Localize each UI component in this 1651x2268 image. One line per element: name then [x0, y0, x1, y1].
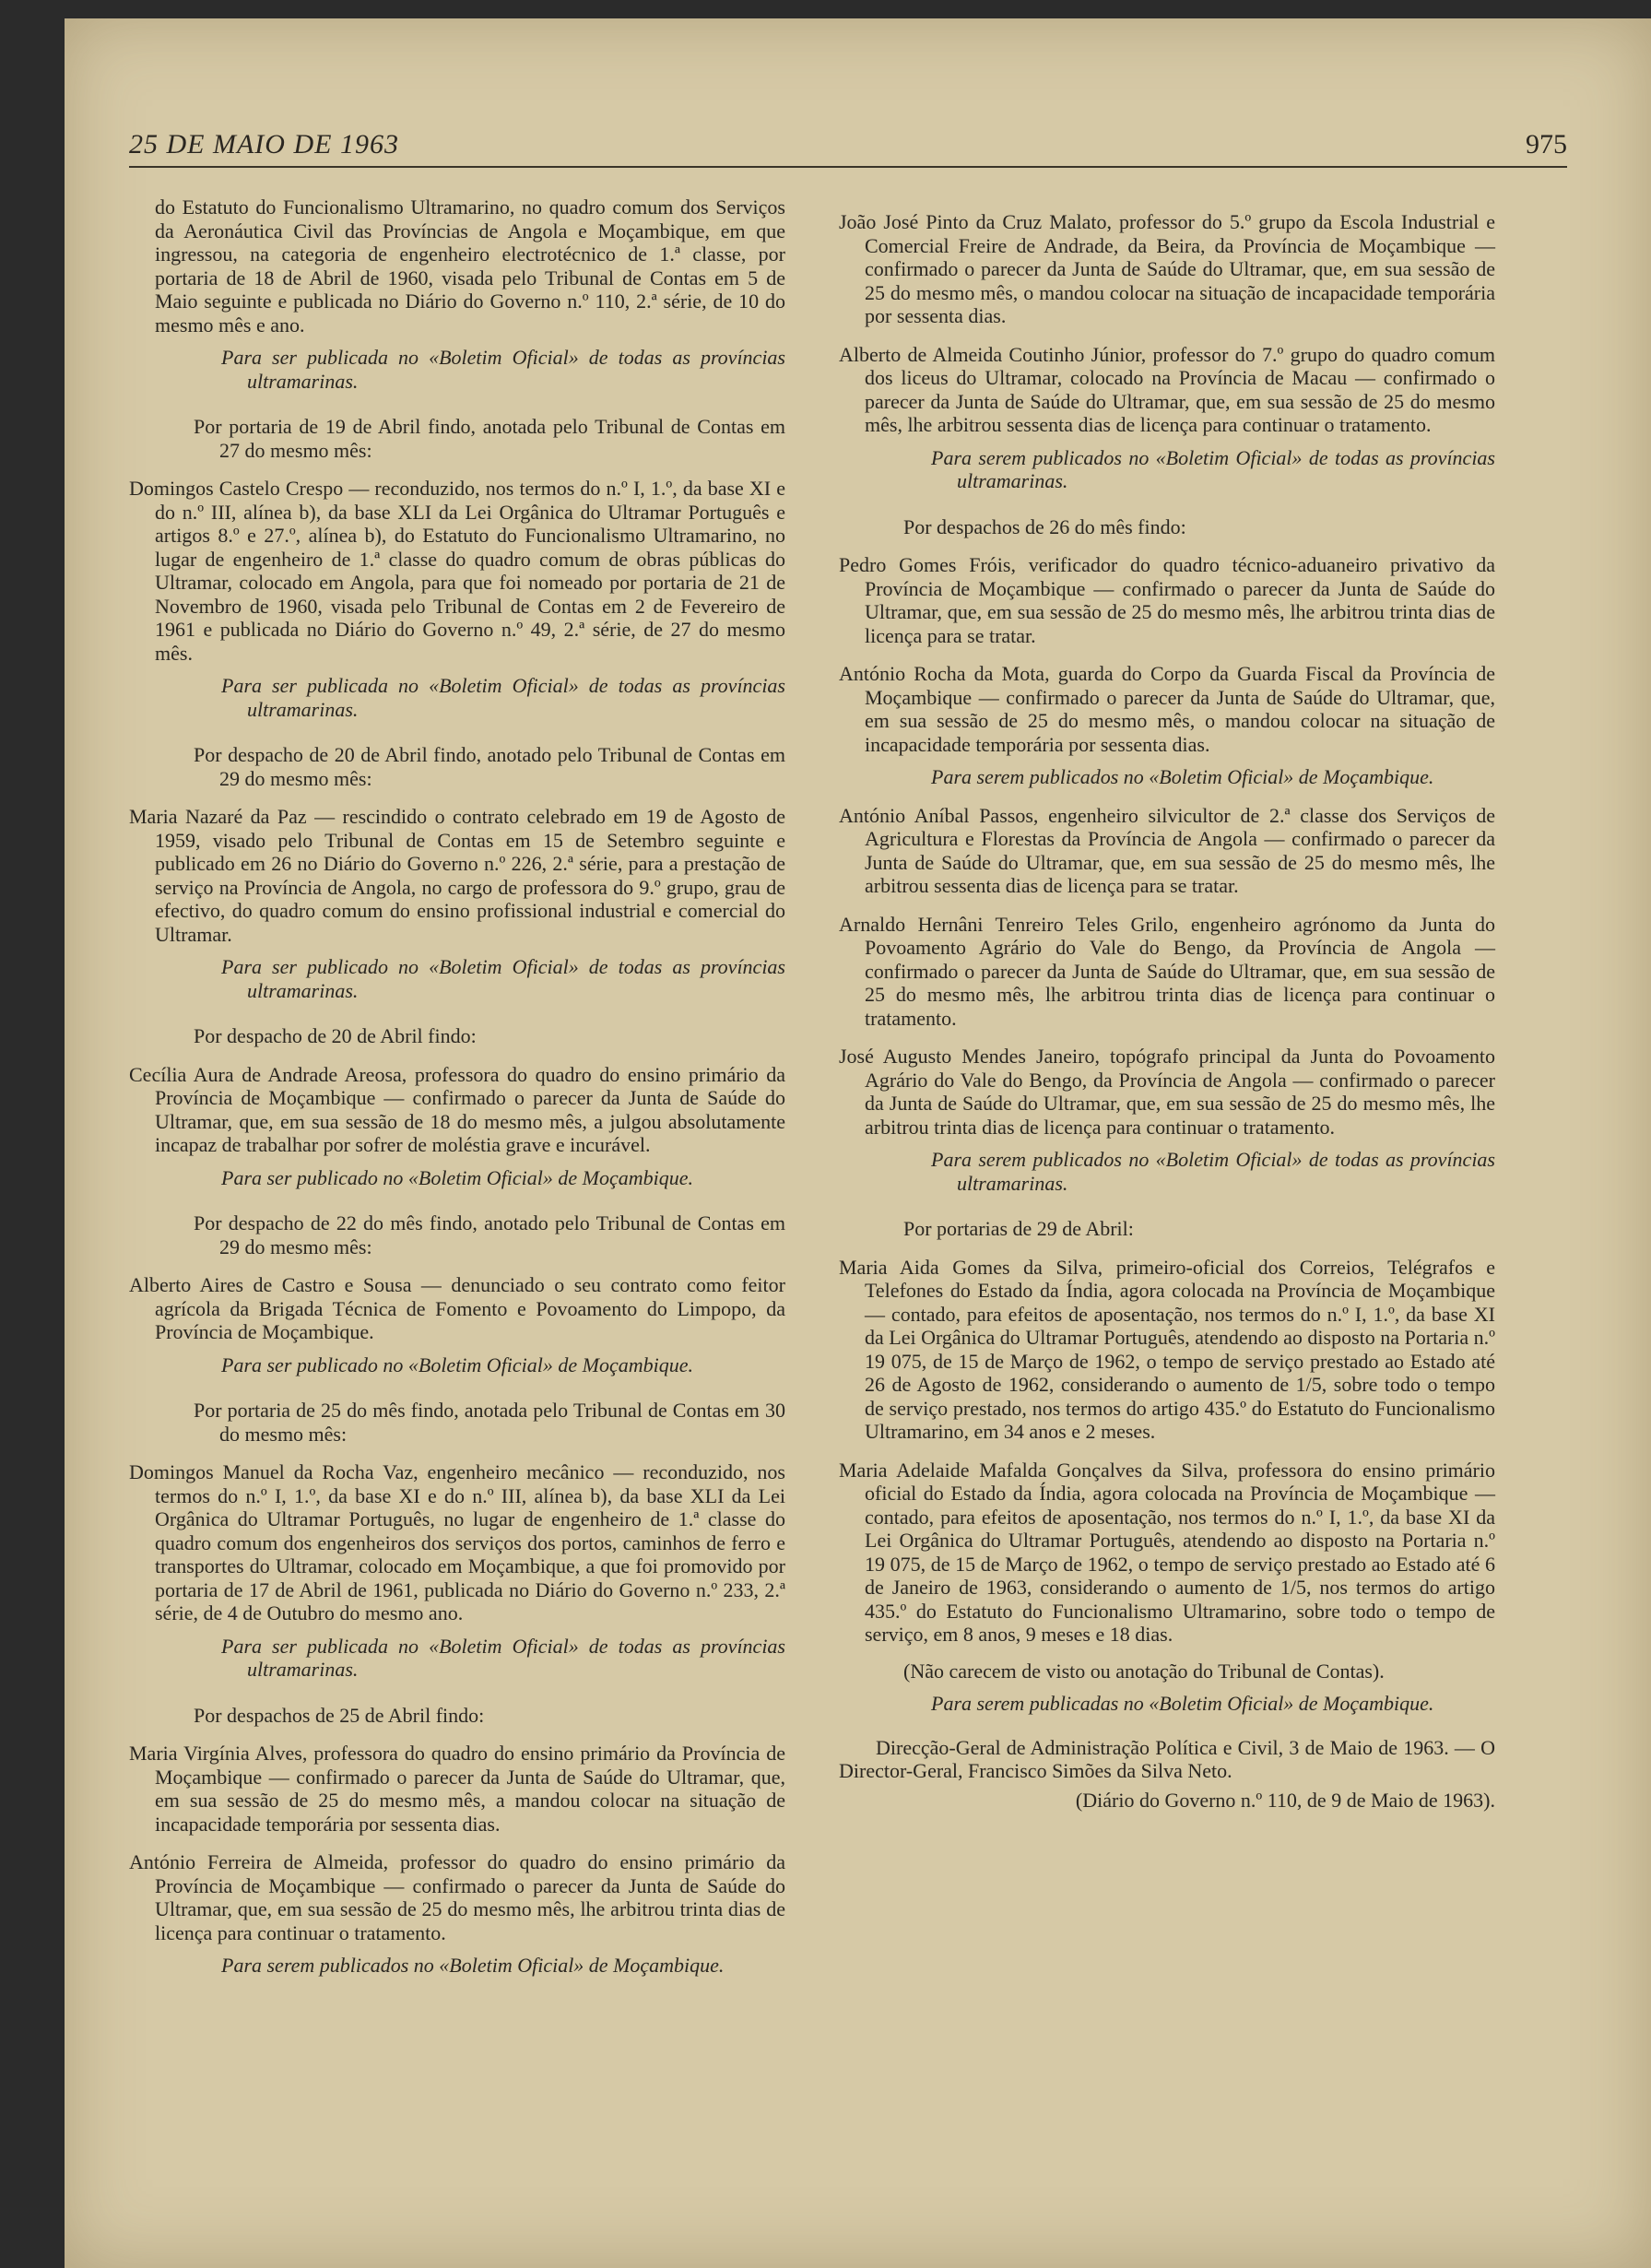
entry-paragraph: Maria Nazaré da Paz — rescindido o contrato celebrado em 19 de Agosto de 1959, visado pelo Tribunal de Contas em 15 de Setembro seguinte e publicado em 26 no Diário do Governo n.º 226, 2.ª série, para a prestação de serviço na Província de Angola, no cargo de professora do 9.º grupo, grau de efectivo, do quadro comum do ensino profissional industrial e comercial do Ultramar.	[129, 805, 785, 946]
entry-paragraph: Maria Virgínia Alves, professora do quadro do ensino primário da Província de Moçambique — confirmado o parecer da Junta de Saúde do Ultramar, que, em sua sessão de 25 do mesmo mês, a mandou colocar na situação de incapacidade temporária por sessenta dias.	[129, 1742, 785, 1836]
page-content	[129, 111, 1567, 1977]
entry-paragraph: Cecília Aura de Andrade Areosa, professora do quadro do ensino primário da Província de Moçambique — confirmado o parecer da Junta de Saúde do Ultramar, que, em sua sessão de 18 do mesmo mês, a julgou absolutamente incapaz de trabalhar por sofrer de moléstia grave e incurável.	[129, 1062, 785, 1156]
dispatch-heading: Por despacho de 22 do mês findo, anotado pelo Tribunal de Contas em 29 do mesmo mês:	[194, 1211, 785, 1258]
publication-note: Para ser publicada no «Boletim Oficial» de todas as províncias ultramarinas.	[221, 1634, 785, 1681]
publication-note: Para ser publicado no «Boletim Oficial» de Moçambique.	[221, 1353, 694, 1376]
publication-note: Para serem publicadas no «Boletim Oficial» de Moçambique.	[931, 1692, 1434, 1715]
running-header	[129, 111, 1567, 168]
dispatch-heading: Por despacho de 20 de Abril findo:	[194, 1024, 477, 1047]
dispatch-heading: Por despachos de 25 de Abril findo:	[194, 1703, 485, 1727]
dispatch-heading: Por despacho de 20 de Abril findo, anotado pelo Tribunal de Contas em 29 do mesmo mês:	[194, 743, 785, 790]
visa-note: (Não carecem de visto ou anotação do Tribunal de Contas).	[903, 1659, 1385, 1683]
entry-paragraph: Domingos Castelo Crespo — reconduzido, nos termos do n.º I, 1.º, da base XI e do n.º III, alínea b), da base XLI da Lei Orgânica do Ultramar Português e artigos 8.º e 27.º, alínea b), do Estatuto do Funcionalismo Ultramarino, no lugar de engenheiro de 1.ª classe do quadro comum de obras públicas do Ultramar, colocado em Angola, para que foi nomeado por portaria de 21 de Novembro de 1960, visada pelo Tribunal de Contas em 2 de Fevereiro de 1961 e publicada no Diário do Governo n.º 49, 2.ª série, de 27 do mesmo mês.	[129, 477, 785, 665]
dispatch-heading: Por portaria de 25 do mês findo, anotada pelo Tribunal de Contas em 30 do mesmo mês:	[194, 1399, 785, 1446]
publication-note: Para serem publicados no «Boletim Oficial» de todas as províncias ultramarinas.	[931, 445, 1495, 492]
entry-paragraph: José Augusto Mendes Janeiro, topógrafo principal da Junta do Povoamento Agrário do Vale do Bengo, da Província de Angola — confirmado o parecer da Junta de Saúde do Ultramar, que, em sua sessão de 25 do mesmo mês, lhe arbitrou trinta dias de licença para continuar o tratamento.	[839, 1045, 1495, 1139]
dispatch-heading: Por portaria de 19 de Abril findo, anotada pelo Tribunal de Contas em 27 do mesmo mês:	[194, 415, 785, 462]
publication-note: Para ser publicado no «Boletim Oficial» de todas as províncias ultramarinas.	[221, 955, 785, 1002]
header-date: 25 DE MAIO DE 1963	[129, 129, 399, 159]
entry-paragraph: António Aníbal Passos, engenheiro silvicultor de 2.ª classe dos Serviços de Agricultura e Florestas da Província de Angola — confirmado o parecer da Junta de Saúde do Ultramar, que, em sua sessão de 25 do mesmo mês, lhe arbitrou sessenta dias de licença para se tratar.	[839, 803, 1495, 897]
publication-note: Para ser publicada no «Boletim Oficial» de todas as províncias ultramarinas.	[221, 346, 785, 393]
entry-paragraph: Maria Aida Gomes da Silva, primeiro-oficial dos Correios, Telégrafos e Telefones do Estado da Índia, agora colocada na Província de Moçambique — contado, para efeitos de aposentação, nos termos do n.º I, 1.º, da base XI da Lei Orgânica do Ultramar Português, atendendo ao disposto na Portaria n.º 19 075, de 15 de Março de 1962, o tempo de serviço prestado ao Estado até 26 de Agosto de 1962, considerando o aumento de 1/5, sobre todo o tempo de serviço prestado, nos termos do artigo 435.º do Estatuto do Funcionalismo Ultramarino, em 34 anos e 2 meses.	[839, 1255, 1495, 1443]
paragraph-continued: do Estatuto do Funcionalismo Ultramarino, no quadro comum dos Serviços da Aeronáutica Civil das Províncias de Angola e Moçambique, em que ingressou, na categoria de engenheiro electrotécnico de 1.ª classe, por portaria de 18 de Abril de 1960, visada pelo Tribunal de Contas em 5 de Maio seguinte e publicada no Diário do Governo n.º 110, 2.ª série, de 10 do mesmo mês e ano.	[155, 195, 785, 337]
publication-note: Para ser publicada no «Boletim Oficial» de todas as províncias ultramarinas.	[221, 674, 785, 721]
publication-note: Para serem publicados no «Boletim Oficial» de Moçambique.	[221, 1954, 725, 1977]
entry-paragraph: Alberto Aires de Castro e Sousa — denunciado o seu contrato como feitor agrícola da Brigada Técnica de Fomento e Povoamento do Limpopo, da Província de Moçambique.	[129, 1273, 785, 1343]
entry-paragraph: Alberto de Almeida Coutinho Júnior, professor do 7.º grupo do quadro comum dos liceus do Ultramar, colocado na Província de Macau — confirmado o parecer da Junta de Saúde do Ultramar, que, em sua sessão de 25 do mesmo mês, lhe arbitrou sessenta dias de licença para continuar o tratamento.	[839, 342, 1495, 436]
dispatch-heading: Por portarias de 29 de Abril:	[903, 1217, 1134, 1240]
entry-paragraph: Domingos Manuel da Rocha Vaz, engenheiro mecânico — reconduzido, nos termos do n.º I, 1.º, da base XI e do n.º III, alínea b), da base XLI da Lei Orgânica do Ultramar Português, no lugar de engenheiro de 1.ª classe do quadro comum dos engenheiros dos serviços dos portos, caminhos de ferro e transportes do Ultramar, colocado em Moçambique, a que foi promovido por portaria de 17 de Abril de 1961, publicada no Diário do Governo n.º 233, 2.ª série, de 4 de Outubro do mesmo ano.	[129, 1460, 785, 1624]
entry-paragraph: João José Pinto da Cruz Malato, professor do 5.º grupo da Escola Industrial e Comercial Freire de Andrade, da Beira, da Província de Moçambique — confirmado o parecer da Junta de Saúde do Ultramar, que, em sua sessão de 25 do mesmo mês, o mandou colocar na situação de incapacidade temporária por sessenta dias.	[839, 210, 1495, 327]
publication-note: Para ser publicado no «Boletim Oficial» de Moçambique.	[221, 1165, 694, 1189]
entry-paragraph: António Ferreira de Almeida, professor do quadro do ensino primário da Província de Moçambique — confirmado o parecer da Junta de Saúde do Ultramar, que, em sua sessão de 25 do mesmo mês, lhe arbitrou trinta dias de licença para continuar o tratamento.	[129, 1850, 785, 1944]
gazette-reference: (Diário do Governo n.º 110, de 9 de Maio de 1963).	[1075, 1788, 1495, 1812]
right-column	[839, 195, 1495, 1812]
publication-note: Para serem publicados no «Boletim Oficial» de Moçambique.	[931, 765, 1434, 788]
document-page	[65, 18, 1651, 2268]
left-column	[129, 195, 785, 1978]
entry-paragraph: Arnaldo Hernâni Tenreiro Teles Grilo, engenheiro agrónomo da Junta do Povoamento Agrário do Vale do Bengo, da Província de Angola — confirmado o parecer da Junta de Saúde do Ultramar, que, em sua sessão de 25 do mesmo mês, lhe arbitrou trinta dias de licença para continuar o tratamento.	[839, 912, 1495, 1030]
entry-paragraph: Maria Adelaide Mafalda Gonçalves da Silva, professora do ensino primário oficial do Estado da Índia, agora colocada na Província de Moçambique — contado, para efeitos de aposentação, nos termos do n.º I, 1.º, da base XI da Lei Orgânica do Ultramar Português, atendendo ao disposto na Portaria n.º 19 075, de 15 de Março de 1962, o tempo de serviço prestado ao Estado até 6 de Janeiro de 1963, considerando o aumento de 1/5, nos termos do artigo 435.º do Estatuto do Funcionalismo Ultramarino, sobre todo o tempo de serviço, em 8 anos, 9 meses e 18 dias.	[839, 1458, 1495, 1646]
entry-paragraph: Pedro Gomes Fróis, verificador do quadro técnico-aduaneiro privativo da Província de Moçambique — confirmado o parecer da Junta de Saúde do Ultramar, que, em sua sessão de 25 do mesmo mês, lhe arbitrou trinta dias de licença para se tratar.	[839, 553, 1495, 647]
entry-paragraph: António Rocha da Mota, guarda do Corpo da Guarda Fiscal da Província de Moçambique — confirmado o parecer da Junta de Saúde do Ultramar, que, em sua sessão de 25 do mesmo mês, o mandou colocar na situação de incapacidade temporária por sessenta dias.	[839, 662, 1495, 756]
page-number: 975	[1526, 129, 1567, 159]
dispatch-heading: Por despachos de 26 do mês findo:	[903, 514, 1186, 538]
publication-note: Para serem publicados no «Boletim Oficial» de todas as províncias ultramarinas.	[931, 1148, 1495, 1195]
signature-line: Direcção-Geral de Administração Política e Civil, 3 de Maio de 1963. — O Director-Geral, Francisco Simões da Silva Neto.	[839, 1735, 1495, 1782]
